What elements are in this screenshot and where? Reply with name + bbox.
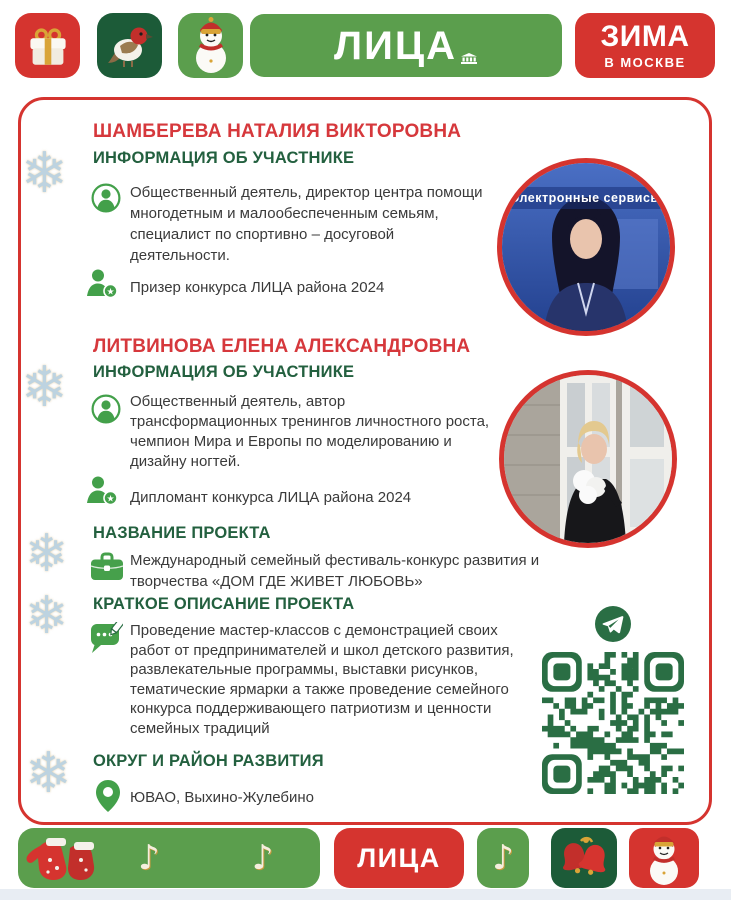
project-description-heading: КРАТКОЕ ОПИСАНИЕ ПРОЕКТА — [93, 595, 355, 613]
participant-1-bio: Общественный деятель, директор центра помощи многодетным и малообеспеченным семьям, специалист по спортивно – досуговой деятельности. — [130, 184, 483, 264]
participant-2-award: Дипломант конкурса ЛИЦА района 2024 — [130, 489, 412, 506]
person-star-icon — [85, 268, 118, 299]
svg-text:★: ★ — [106, 494, 115, 505]
music-note-tile — [477, 828, 529, 888]
telegram-icon — [595, 606, 631, 642]
project-description-text: Проведение мастер-классов с демонстрацией своих работ от предпринимателей и школ детского развития, развлекательные программы, выставки рисунков, тематические ярмарки а также проведение семейного конкурса поддерживающего патриотизм и ценности семейных традиций — [130, 622, 514, 737]
participant-1-photo — [497, 158, 675, 336]
snowman-icon — [643, 831, 685, 885]
litsa-logo-footer-text: ЛИЦА — [357, 842, 441, 873]
person-icon — [91, 183, 121, 213]
snowflake-icon: ❄ — [25, 586, 69, 646]
footer-snowman-tile — [629, 828, 699, 888]
speech-bubble-pencil-icon — [87, 622, 123, 656]
location-pin-icon — [95, 779, 121, 813]
svg-text:★: ★ — [106, 287, 115, 298]
snowflake-icon: ❄ — [25, 741, 72, 806]
participant-2-bio: Общественный деятель, автор трансформационных тренингов личностного роста, чемпион Мира и Европы по моделированию и дизайну ногтей. — [130, 393, 490, 470]
snowflake-icon: ❄ — [21, 141, 68, 206]
badge-line2: В МОСКВЕ — [604, 55, 686, 70]
mittens-icon — [26, 832, 102, 884]
qr-code — [542, 652, 684, 794]
building-icon — [460, 53, 478, 64]
snowman-tile — [178, 13, 243, 78]
participant-1-award: Призер конкурса ЛИЦА района 2024 — [130, 279, 385, 296]
person-icon — [91, 394, 121, 424]
music-note-icon: ♪ — [492, 838, 514, 878]
page-bottom-strip — [0, 889, 731, 900]
music-note-icon: ♪ — [138, 838, 160, 878]
bells-tile — [551, 828, 617, 888]
participant-2-info-heading: ИНФОРМАЦИЯ ОБ УЧАСТНИКЕ — [93, 363, 355, 381]
litsa-logo-footer — [334, 828, 464, 888]
music-note-icon: ♪ — [251, 838, 274, 878]
footer-decor-tile — [18, 828, 320, 888]
participant-2-name: ЛИТВИНОВА ЕЛЕНА АЛЕКСАНДРОВНА — [93, 336, 471, 357]
gift-tile — [15, 13, 80, 78]
participant-2-photo-graphic — [504, 375, 672, 543]
bird-icon — [106, 23, 154, 69]
litsa-logo-header — [250, 14, 562, 77]
bells-icon — [559, 835, 609, 881]
participant-1-info-heading: ИНФОРМАЦИЯ ОБ УЧАСТНИКЕ — [93, 149, 355, 167]
qr-code-graphic — [542, 652, 684, 794]
person-star-icon — [85, 475, 118, 506]
briefcase-icon — [89, 551, 125, 582]
participant-2-photo — [499, 370, 677, 548]
project-name-heading: НАЗВАНИЕ ПРОЕКТА — [93, 524, 271, 542]
bird-tile — [97, 13, 162, 78]
snowman-ornament-icon — [189, 17, 233, 75]
district-text: ЮВАО, Выхино-Жулебино — [130, 789, 314, 806]
participant-1-name: ШАМБЕРЕВА НАТАЛИЯ ВИКТОРОВНА — [93, 121, 462, 142]
litsa-logo-text: ЛИЦА — [334, 23, 457, 68]
project-name-text: Международный семейный фестиваль-конкурс развития и творчества «ДОМ ГДЕ ЖИВЕТ ЛЮБОВЬ» — [130, 552, 540, 590]
zima-v-moskve-badge — [575, 13, 715, 78]
photo-banner-text: Электронные сервисы — [502, 187, 670, 209]
snowflake-icon: ❄ — [21, 355, 68, 420]
snowflake-icon: ❄ — [25, 524, 69, 584]
district-heading: ОКРУГ И РАЙОН РАЗВИТИЯ — [93, 752, 324, 770]
gift-icon — [26, 24, 70, 68]
badge-line1: ЗИМА — [600, 20, 690, 53]
